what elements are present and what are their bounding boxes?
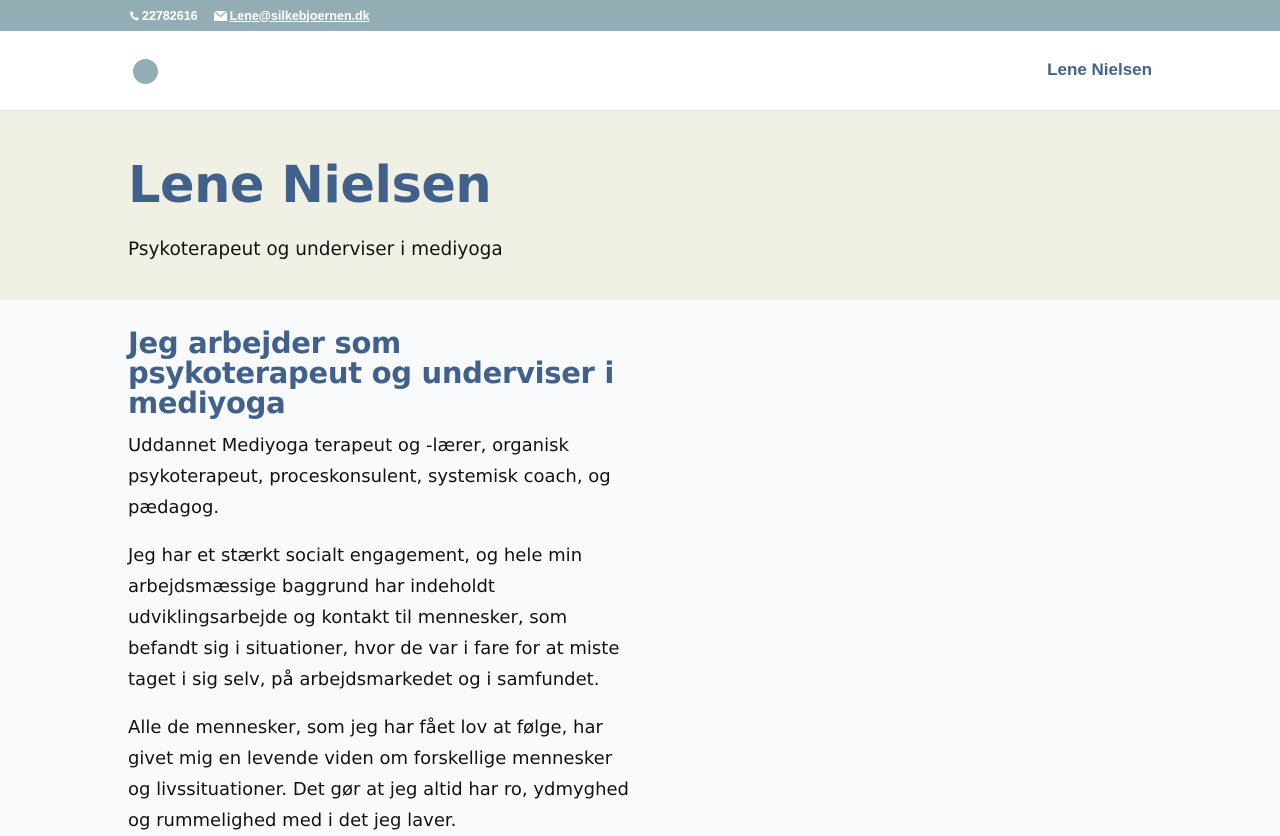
site-header — [0, 31, 1280, 111]
section-heading: Jeg arbejder som psykoterapeut og underviser i mediyoga — [128, 326, 614, 420]
top-bar — [0, 0, 1280, 31]
phone-number: 22782616 — [142, 8, 198, 23]
email-link[interactable]: Lene@silkebjoernen.dk — [229, 8, 370, 23]
nav-link-lene-nielsen[interactable]: Lene Nielsen — [1047, 60, 1152, 79]
paragraph: Alle de mennesker, som jeg har fået lov at følge, har givet mig en levende viden om forskellige mennesker og livssituationer. Det gør at jeg altid har ro, ydmyghed og rummelighed med i det jeg laver. — [128, 717, 629, 831]
email-contact[interactable] — [214, 9, 370, 23]
paragraph: Jeg har et stærkt socialt engagement, og hele min arbejdsmæssige baggrund har indeholdt udviklingsarbejde og kontakt til mennesker, som befandt sig i situationer, hvor de var i fare for at miste taget i sig selv, på arbejdsmarkedet og i samfundet. — [128, 545, 620, 690]
phone-contact — [130, 9, 198, 23]
hero-section — [0, 111, 1280, 300]
main-content — [0, 300, 640, 836]
site-logo[interactable] — [133, 59, 158, 84]
envelope-icon — [214, 11, 227, 21]
hero-subtitle: Psykoterapeut og underviser i mediyoga — [128, 239, 503, 260]
paragraph: Uddannet Mediyoga terapeut og -lærer, organisk psykoterapeut, proceskonsulent, systemisk coach, og pædagog. — [128, 435, 611, 518]
phone-icon — [130, 11, 139, 21]
hero-title: Lene Nielsen — [128, 156, 492, 215]
